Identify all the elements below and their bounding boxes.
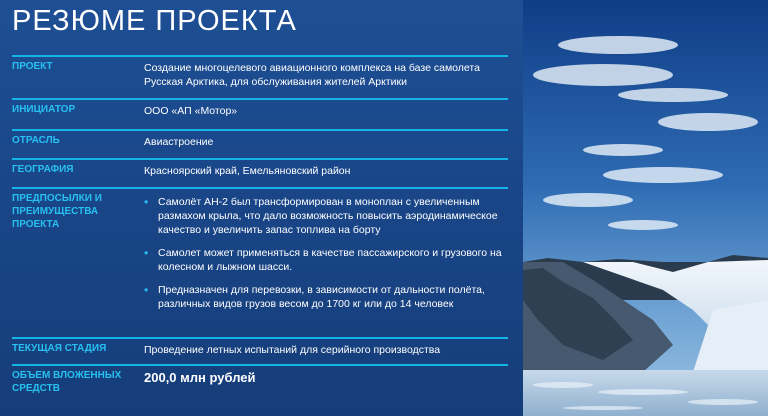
value-prerequisites bbox=[144, 195, 504, 320]
label-initiator: ИНИЦИАТОР bbox=[12, 104, 76, 115]
row-initiator bbox=[12, 98, 508, 126]
value-project: Создание многоцелевого авиационного комплекса на базе самолета Русская Арктика, для обслуживания жителей Арктики bbox=[144, 62, 480, 88]
row-geography bbox=[12, 158, 508, 186]
value-investment: 200,0 млн рублей bbox=[144, 370, 256, 385]
value-stage: Проведение летных испытаний для серийного производства bbox=[144, 344, 441, 356]
row-investment bbox=[12, 364, 508, 416]
row-industry bbox=[12, 129, 508, 157]
label-investment: ОБЪЕМ ВЛОЖЕННЫХ СРЕДСТВ bbox=[12, 370, 122, 394]
row-prerequisites bbox=[12, 187, 508, 337]
bullet-item: • Самолёт АН-2 был трансформирован в моноплан с увеличенным размахом крыла, что дало возможность повысить аэродинамическое качество и увеличить запас топлива на борту bbox=[144, 195, 504, 237]
label-industry: ОТРАСЛЬ bbox=[12, 135, 60, 146]
value-industry: Авиастроение bbox=[144, 136, 214, 148]
row-project bbox=[12, 55, 508, 97]
value-geography: Красноярский край, Емельяновский район bbox=[144, 165, 351, 177]
arctic-landscape-image bbox=[523, 0, 768, 416]
label-stage: ТЕКУЩАЯ СТАДИЯ bbox=[12, 343, 107, 354]
value-initiator: ООО «АП «Мотор» bbox=[144, 105, 238, 117]
row-stage bbox=[12, 337, 508, 363]
slide-title: РЕЗЮМЕ ПРОЕКТА bbox=[12, 5, 297, 37]
bullet-item: • Предназначен для перевозки, в зависимости от дальности полёта, различных видов грузов весом до 1700 кг или до 14 человек bbox=[144, 283, 504, 311]
bullet-item: • Самолет может применяться в качестве пассажирского и грузового на колесном и лыжном шасси. bbox=[144, 246, 504, 274]
bullet-list bbox=[144, 195, 504, 311]
label-geography: ГЕОГРАФИЯ bbox=[12, 164, 74, 175]
label-project: ПРОЕКТ bbox=[12, 61, 53, 72]
label-prerequisites: ПРЕДПОСЫЛКИ И ПРЕИМУЩЕСТВА ПРОЕКТА bbox=[12, 193, 102, 230]
